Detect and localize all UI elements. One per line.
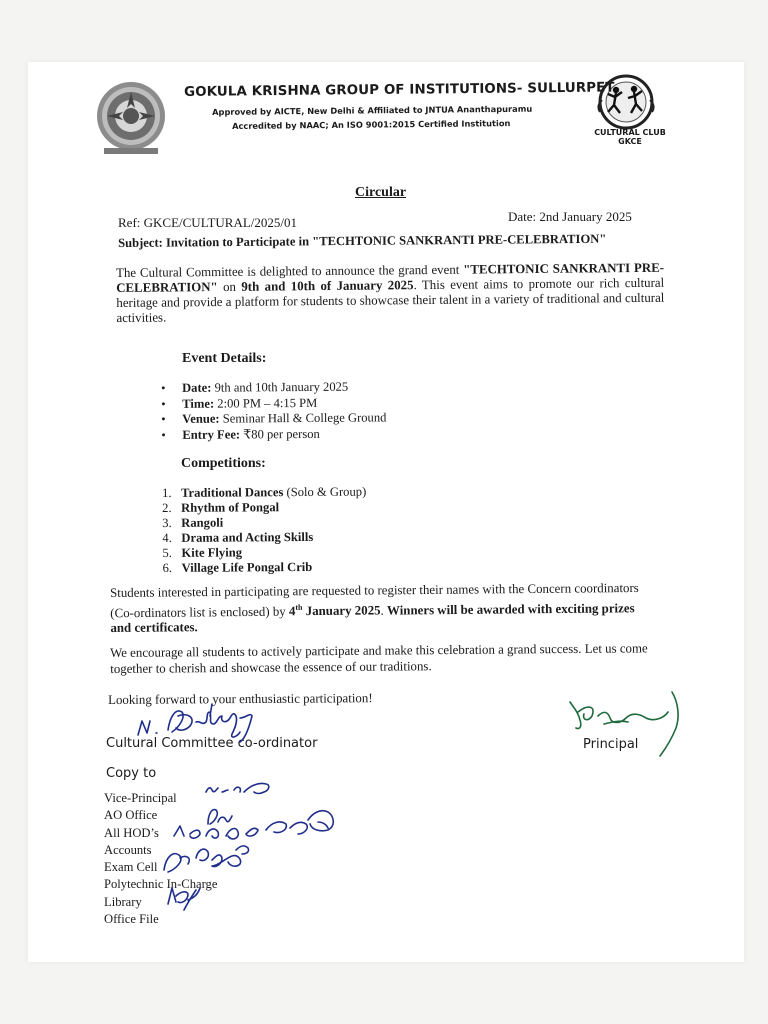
item-number: 6. bbox=[162, 560, 173, 575]
accreditation-line: Accredited by NAAC; An ISO 9001:2015 Certified Institution bbox=[232, 118, 511, 131]
approval-line: Approved by AICTE, New Delhi & Affiliated to JNTUA Ananthapuramu bbox=[212, 103, 533, 117]
list-item: All HOD’s bbox=[104, 825, 159, 840]
list-item: Vice-Principal bbox=[104, 791, 177, 805]
competition-name: Rhythm of Pongal bbox=[181, 500, 280, 515]
list-item bbox=[162, 515, 366, 531]
intro-text-3: . This event aims to promote our rich cultural heritage and provide a platform for students to showcase their talent in a variety of traditional and cultural activities. bbox=[116, 275, 665, 325]
document-date: Date: 2nd January 2025 bbox=[508, 209, 632, 224]
item-number: 4. bbox=[162, 530, 172, 545]
registration-month: January 2025 bbox=[302, 603, 381, 618]
registration-day: 4 bbox=[288, 604, 296, 619]
copy-to-heading: Copy to bbox=[106, 766, 157, 781]
club-short: GKCE bbox=[618, 137, 642, 146]
intro-paragraph bbox=[116, 261, 665, 326]
item-number: 2. bbox=[162, 500, 172, 515]
competition-name: Drama and Acting Skills bbox=[181, 529, 314, 545]
event-detail-venue bbox=[160, 410, 386, 427]
event-detail-value: 2:00 PM – 4:15 PM bbox=[214, 395, 318, 411]
list-item bbox=[162, 500, 366, 516]
registration-day-suffix: th bbox=[295, 602, 303, 612]
event-detail-value: 9th and 10th January 2025 bbox=[211, 379, 349, 395]
signatory-left: Cultural Committee co-ordinator bbox=[106, 736, 318, 751]
list-item: Polytechnic In-Charge bbox=[104, 877, 218, 892]
competition-extra: (Solo & Group) bbox=[283, 484, 367, 500]
event-details-heading: Event Details: bbox=[182, 351, 267, 366]
list-item: Library bbox=[104, 894, 142, 909]
list-item: AO Office bbox=[104, 808, 158, 823]
event-details-list bbox=[160, 379, 387, 443]
encouragement-paragraph: We encourage all students to actively participate and make this celebration a grand success. Let us come together to cherish and showcase the essence of our traditions. bbox=[110, 641, 648, 676]
closing-line: Looking forward to your enthusiastic participation! bbox=[108, 691, 373, 707]
institution-name: GOKULA KRISHNA GROUP OF INSTITUTIONS- SULLURPET bbox=[184, 80, 615, 100]
item-number: 1. bbox=[162, 485, 172, 500]
competition-name: Village Life Pongal Crib bbox=[181, 559, 313, 575]
list-item bbox=[162, 545, 366, 561]
competition-name: Traditional Dances bbox=[180, 485, 284, 500]
intro-dates: 9th and 10th of January 2025 bbox=[241, 278, 414, 294]
registration-separator: . bbox=[380, 603, 388, 618]
list-item bbox=[162, 530, 366, 546]
club-label bbox=[578, 128, 682, 146]
signatory-right: Principal bbox=[583, 737, 639, 752]
event-detail-label: Entry Fee: bbox=[182, 426, 241, 442]
club-name: CULTURAL CLUB bbox=[594, 128, 666, 137]
competition-name: Kite Flying bbox=[181, 545, 243, 560]
event-detail-fee bbox=[160, 426, 386, 443]
intro-text-1: The Cultural Committee is delighted to announce the grand event bbox=[116, 262, 464, 280]
registration-prize-note: Winners will be awarded with exciting prizes and certificates. bbox=[110, 600, 635, 636]
registration-text: Students interested in participating are requested to register their names with the Concern coordinators (Co-ordinators list is enclosed) by bbox=[110, 580, 639, 620]
intro-text-2: on bbox=[217, 279, 242, 295]
item-number: 5. bbox=[162, 545, 172, 560]
list-item: Office File bbox=[104, 912, 159, 927]
event-detail-date bbox=[160, 379, 386, 396]
reference-number: Ref: GKCE/CULTURAL/2025/01 bbox=[118, 215, 297, 230]
event-detail-label: Venue: bbox=[182, 411, 220, 426]
competition-name: Rangoli bbox=[181, 515, 224, 530]
event-detail-label: Time: bbox=[182, 396, 215, 411]
intro-event-name: "TECHTONIC SANKRANTI PRE-CELEBRATION" bbox=[116, 260, 665, 295]
registration-paragraph bbox=[110, 581, 658, 637]
event-detail-value: ₹80 per person bbox=[240, 426, 320, 441]
subject-line: Subject: Invitation to Participate in "TECHTONIC SANKRANTI PRE-CELEBRATION" bbox=[118, 231, 607, 250]
institution-emblem-icon bbox=[88, 78, 174, 156]
competitions-heading: Competitions: bbox=[181, 456, 266, 471]
document-title: Circular bbox=[355, 185, 407, 200]
list-item bbox=[162, 485, 366, 501]
competitions-list bbox=[162, 485, 367, 576]
list-item: Exam Cell bbox=[104, 860, 158, 875]
list-item bbox=[163, 560, 367, 576]
event-detail-label: Date: bbox=[181, 380, 212, 395]
event-detail-time bbox=[160, 395, 386, 412]
list-item: Accounts bbox=[104, 842, 152, 857]
item-number: 3. bbox=[162, 515, 172, 530]
copy-to-list bbox=[104, 790, 217, 928]
event-detail-value: Seminar Hall & College Ground bbox=[219, 410, 387, 426]
